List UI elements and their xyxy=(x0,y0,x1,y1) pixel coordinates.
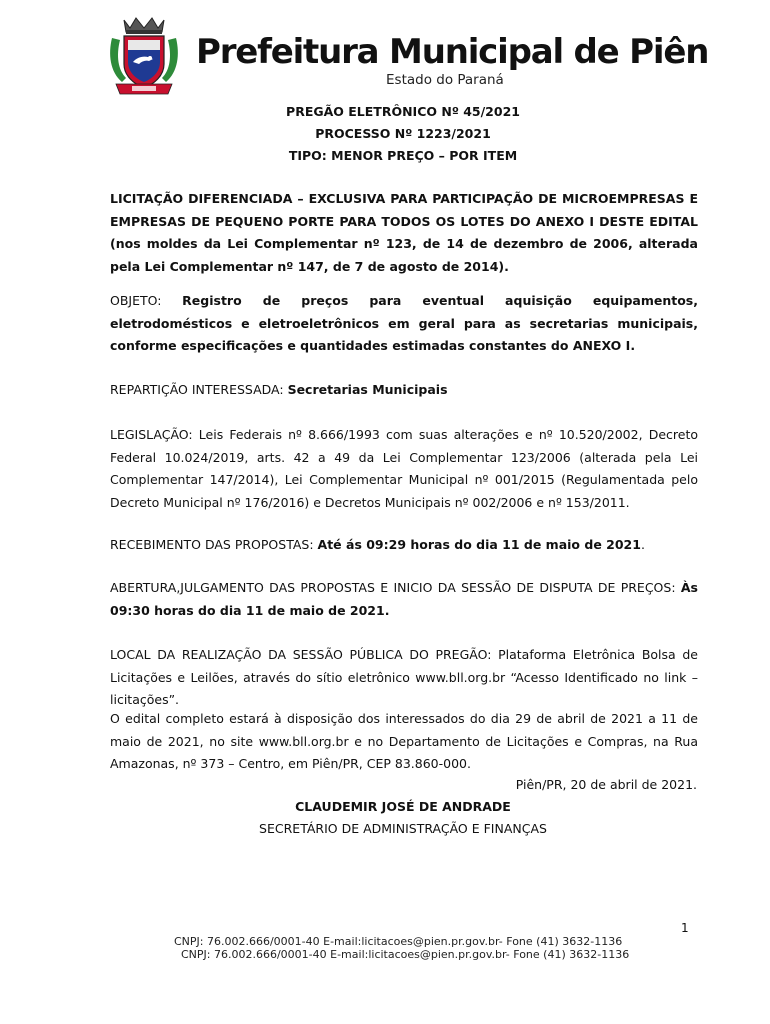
letterhead xyxy=(106,14,709,100)
tipo-line: TIPO: MENOR PREÇO – POR ITEM xyxy=(288,148,518,163)
objeto-label: OBJETO: xyxy=(110,293,183,308)
coat-of-arms-icon xyxy=(106,14,182,98)
recebimento-tail: . xyxy=(640,537,645,552)
recebimento-value: Até ás 09:29 horas do dia 11 de maio de 2021 xyxy=(317,537,641,552)
signer-role: SECRETÁRIO DE ADMINISTRAÇÃO E FINANÇAS xyxy=(259,821,547,836)
org-title: Prefeitura Municipal de Piên xyxy=(196,32,709,72)
footer-contact-line-duplicate: CNPJ: 76.002.666/0001-40 E-mail:licitacoes@pien.pr.gov.br- Fone (41) 3632-1136 xyxy=(181,948,630,961)
licitacao-paragraph: LICITAÇÃO DIFERENCIADA – EXCLUSIVA PARA PARTICIPAÇÃO DE MICROEMPRESAS E EMPRESAS DE PEQUENO PORTE PARA TODOS OS LOTES DO ANEXO I DESTE EDITAL (nos moldes da Lei Complementar nº 123, de 14 de dezembro de 2006, alterada pela Lei Complementar nº 147, de 7 de agosto de 2014). xyxy=(110,191,698,274)
objeto-paragraph xyxy=(110,290,698,358)
abertura-label: ABERTURA,JULGAMENTO DAS PROPOSTAS E INICIO DA SESSÃO DE DISPUTA DE PREÇOS: xyxy=(110,580,681,595)
reparticao-value: Secretarias Municipais xyxy=(287,382,448,397)
objeto-value: Registro de preços para eventual aquisição equipamentos, eletrodomésticos e eletroeletrônicos em geral para as secretarias municipais, conforme especificações e quantidades estimadas constantes do ANEXO I. xyxy=(110,293,698,353)
processo-number: PROCESSO Nº 1223/2021 xyxy=(315,126,491,141)
reparticao-paragraph xyxy=(110,379,698,402)
edital-paragraph: O edital completo estará à disposição dos interessados do dia 29 de abril de 2021 a 11 de maio de 2021, no site www.bll.org.br e no Departamento de Licitações e Compras, na Rua Amazonas, nº 373 – Centro, em Piên/PR, CEP 83.860-000. xyxy=(110,711,698,771)
date-line: Piên/PR, 20 de abril de 2021. xyxy=(515,777,697,792)
pregao-number: PREGÃO ELETRÔNICO Nº 45/2021 xyxy=(286,104,520,119)
org-subtitle: Estado do Paraná xyxy=(386,72,504,88)
page-number: 1 xyxy=(681,921,689,935)
legislacao-paragraph: LEGISLAÇÃO: Leis Federais nº 8.666/1993 com suas alterações e nº 10.520/2002, Decreto Federal 10.024/2019, arts. 42 a 49 da Lei Complementar 123/2006 (alterada pela Lei Complementar 147/2014), Lei Complementar Municipal nº 001/2015 (Regulamentada pelo Decreto Municipal nº 176/2016) e Decretos Municipais nº 002/2006 e nº 153/2011. xyxy=(110,427,698,510)
local-paragraph: LOCAL DA REALIZAÇÃO DA SESSÃO PÚBLICA DO PREGÃO: Plataforma Eletrônica Bolsa de Licitações e Leilões, através do sítio eletrônico www.bll.org.br “Acesso Identificado no link – licitações”. xyxy=(110,647,698,707)
abertura-paragraph xyxy=(110,577,698,622)
footer-contact-line: CNPJ: 76.002.666/0001-40 E-mail:licitacoes@pien.pr.gov.br- Fone (41) 3632-1136 xyxy=(174,935,623,948)
abertura-value: Às 09:30 horas do dia 11 de maio de 2021. xyxy=(110,580,698,618)
reparticao-label: REPARTIÇÃO INTERESSADA: xyxy=(110,382,288,397)
recebimento-label: RECEBIMENTO DAS PROPOSTAS: xyxy=(110,537,318,552)
signer-name: CLAUDEMIR JOSÉ DE ANDRADE xyxy=(295,799,511,814)
recebimento-paragraph xyxy=(110,534,698,557)
